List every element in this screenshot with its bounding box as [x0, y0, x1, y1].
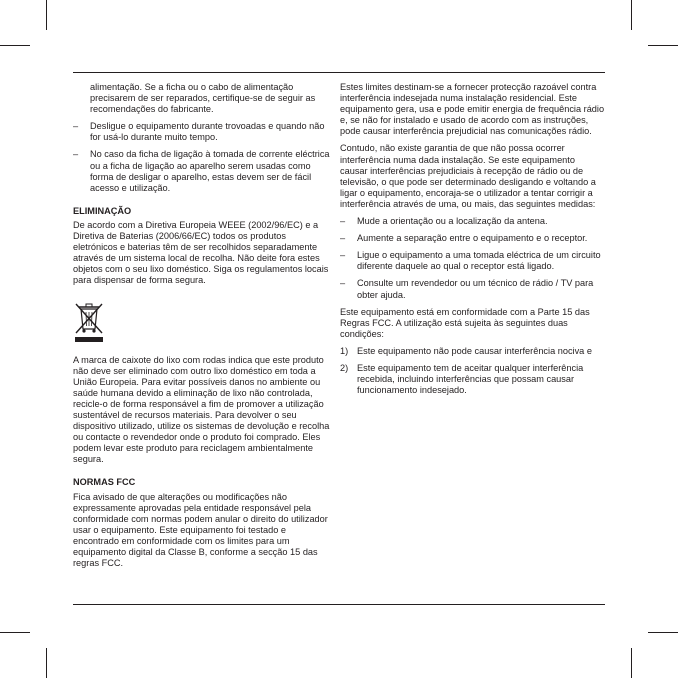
list-item [340, 250, 605, 272]
crop-mark-right-bottom [648, 632, 678, 633]
crop-mark-bottom-right [631, 648, 632, 678]
crop-mark-left-bottom [0, 632, 30, 633]
crop-mark-right-top [648, 45, 678, 46]
dash-bullet: – [340, 233, 346, 244]
eliminacao-heading: ELIMINAÇÃO [73, 205, 132, 216]
list-item-text: Consulte um revendedor ou um técnico de rádio / TV para obter ajuda. [357, 278, 594, 300]
compliance-paragraph: Este equipamento está em conformidade com a Parte 15 das Regras FCC. A utilização está sujeita às seguintes duas condições: [340, 306, 590, 339]
eliminacao-paragraph-2: A marca de caixote do lixo com rodas indica que este produto não deve ser eliminado com outro lixo doméstico em toda a União Europeia. Para evitar possíveis danos no ambiente ou saúde humana devido a eliminação de lixo não controlada, recicle-o de forma responsável a fim de promover a utilização sustentável de recursos materiais. Para devolver o seu dispositivo utilizado, utilize os sistemas de devolução e recolha ou contacte o revendedor onde o produto foi comprado. Eles podem levar este produto para reciclagem ambientalmente segura. [73, 354, 330, 465]
numbered-item [340, 346, 605, 357]
limits-paragraph: Estes limites destinam-se a fornecer protecção razoável contra interferência indesejada numa instalação residencial. Este equipamento gera, usa e pode emitir energia de frequência rádio e, se não for instalado e usado de acordo com as instruções, pode causar interferência prejudicial nas comunicações rádio. [340, 82, 605, 137]
dash-bullet: – [340, 250, 346, 261]
crop-mark-top-left [46, 0, 47, 30]
list-item-text: Aumente a separação entre o equipamento e o receptor. [357, 233, 588, 244]
fcc-heading: NORMAS FCC [73, 477, 136, 488]
list-item [73, 121, 331, 143]
list-item-text: No caso da ficha de ligação à tomada de corrente eléctrica ou a ficha de ligação ao aparelho serem usadas como forma de desligar o aparelho, estas devem ser de fácil acesso e utilização. [90, 149, 330, 193]
dash-bullet: – [340, 278, 346, 289]
right-column [340, 82, 605, 402]
numbered-item [340, 363, 605, 396]
crop-mark-left-top [0, 45, 30, 46]
crop-mark-top-right [631, 0, 632, 30]
numbered-item-text: Este equipamento não pode causar interferência nociva e [357, 345, 592, 356]
list-item [340, 216, 605, 227]
top-rule [73, 72, 605, 73]
fcc-paragraph: Fica avisado de que alterações ou modificações não expressamente aprovadas pela entidade responsável pela conformidade com normas podem anular o direito do utilizador usar o equipamento. Este equipamento foi testado e encontrado em conformidade com os limites para um equipamento digital da Classe B, conforme a secção 15 das regras FCC. [73, 491, 328, 569]
crop-mark-bottom-left [46, 648, 47, 678]
list-item [73, 149, 331, 193]
bottom-rule [73, 604, 605, 605]
list-item-text: Ligue o equipamento a uma tomada eléctrica de um circuito diferente daquele ao qual o receptor está ligado. [357, 250, 601, 272]
list-item [340, 278, 605, 300]
eliminacao-paragraph: De acordo com a Diretiva Europeia WEEE (2002/96/EC) e a Diretiva de Baterias (2006/66/EC) todos os produtos eletrónicos e baterias têm de ser recolhidos separadamente através de um sistema local de recolha. Não deite fora estes objetos com o seu lixo doméstico. Siga os regulamentos locais para dispensar de forma segura. [73, 219, 329, 286]
crossed-out-wheelie-bin-icon [73, 301, 105, 343]
dash-bullet: – [340, 216, 346, 227]
interference-paragraph: Contudo, não existe garantia de que não possa ocorrer interferência numa dada instalação. Se este equipamento causar interferências prejudiciais à recepção de rádio ou de televisão, o que pode ser determinado desligando e voltando a ligar o equipamento, encoraja-se o utilizador a tentar corrigir a interferência através de uma, ou mais, das seguintes medidas: [340, 143, 596, 209]
list-item-text: Mude a orientação ou a localização da antena. [357, 216, 548, 227]
list-item-text: Desligue o equipamento durante trovoadas e quando não for usá-lo durante muito tempo. [90, 121, 325, 143]
dash-bullet: – [73, 121, 79, 132]
item-number: 2) [340, 362, 349, 373]
item-number: 1) [340, 345, 349, 356]
left-column [73, 82, 331, 575]
intro-continuation: alimentação. Se a ficha ou o cabo de alimentação precisarem de ser reparados, certifique-se de seguir as recomendações do fabricante. [90, 82, 316, 115]
dash-bullet: – [73, 149, 79, 160]
numbered-item-text: Este equipamento tem de aceitar qualquer interferência recebida, incluindo interferências que possam causar funcionamento indesejado. [357, 362, 584, 396]
list-item [340, 233, 605, 244]
